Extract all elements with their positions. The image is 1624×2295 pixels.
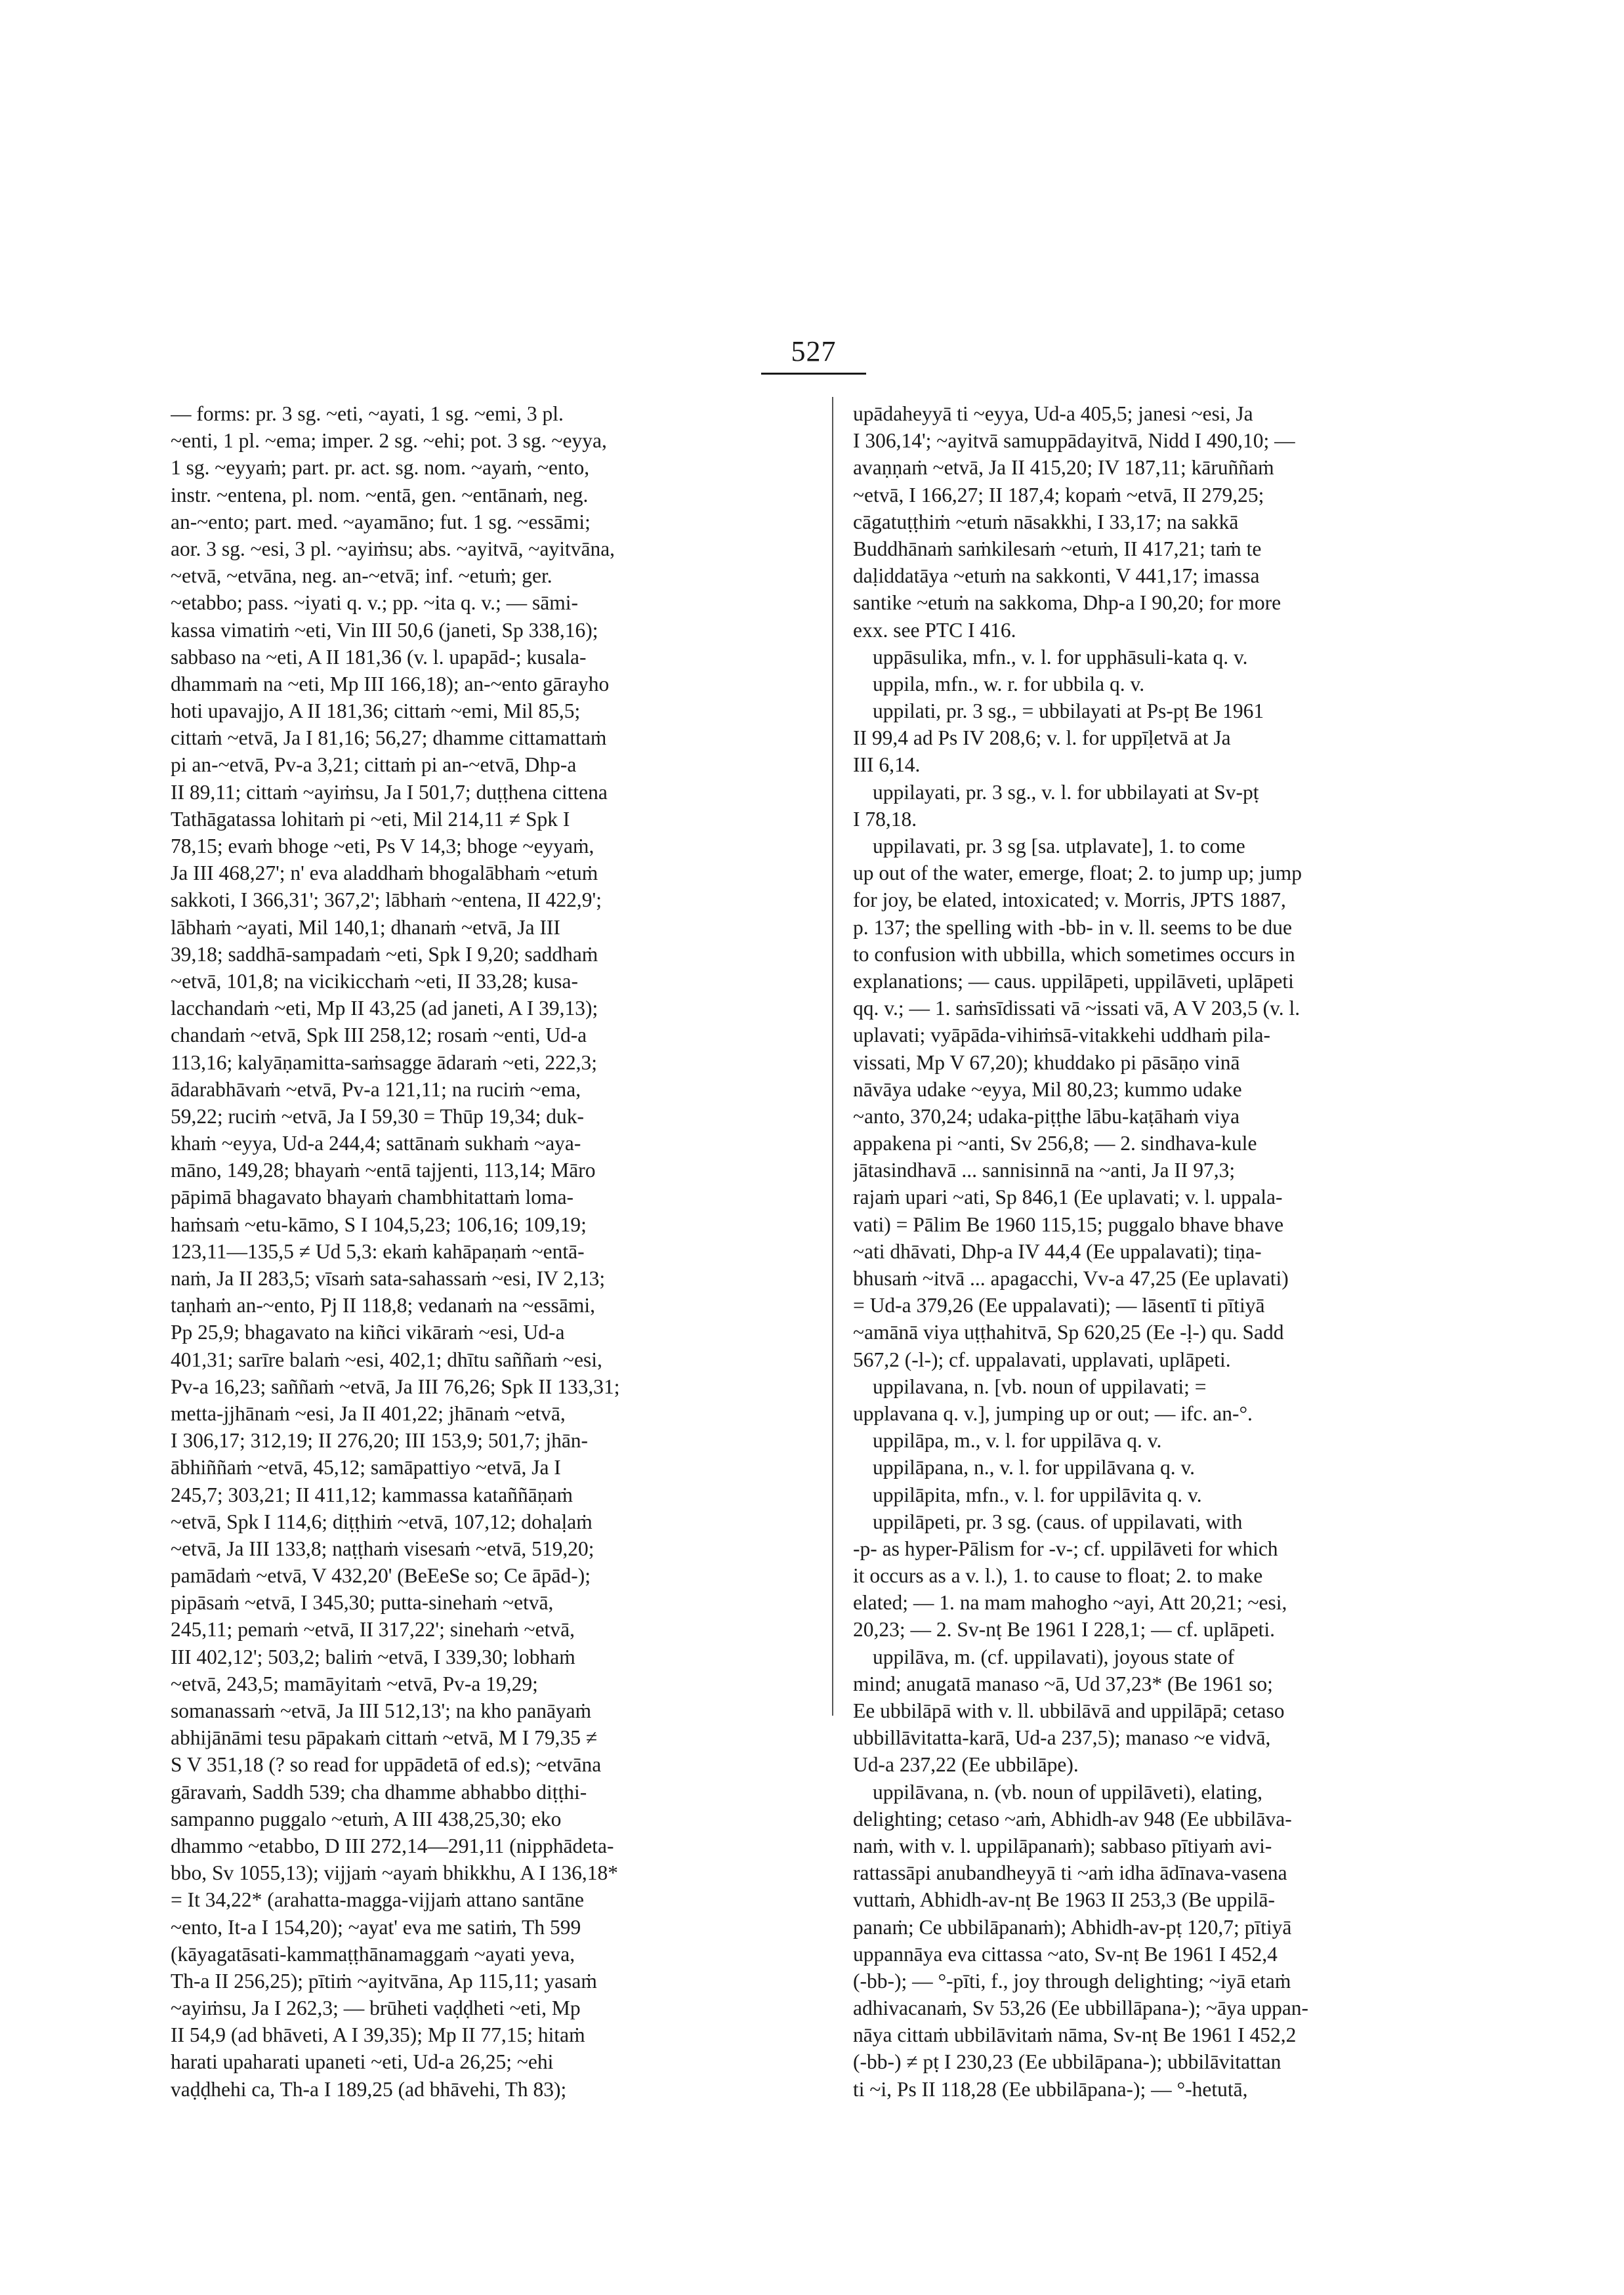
text-line: Ja III 468,27'; n' eva aladdhaṁ bhogalābhaṁ ~etuṁ [171, 861, 598, 885]
text-line: an-~ento; part. med. ~ayamāno; fut. 1 sg. ~essāmi; [171, 510, 591, 533]
text-line: uppilāpita, mfn., v. l. for uppilāvita q. v. [873, 1483, 1202, 1506]
text-line: 245,11; pemaṁ ~etvā, II 317,22'; sinehaṁ ~etvā, [171, 1618, 575, 1642]
text-line: Ud-a 237,22 (Ee ubbilāpe). [853, 1753, 1079, 1777]
text-line: aor. 3 sg. ~esi, 3 pl. ~ayiṁsu; abs. ~ayitvā, ~ayitvāna, [171, 537, 615, 560]
text-line: uppāsulika, mfn., v. l. for upphāsuli-kata q. v. [873, 645, 1248, 669]
text-line: pi an-~etvā, Pv-a 3,21; cittaṁ pi an-~etvā, Dhp-a [171, 753, 577, 777]
text-line: pipāsaṁ ~etvā, I 345,30; putta-sinehaṁ ~etvā, [171, 1591, 554, 1615]
text-line: khaṁ ~eyya, Ud-a 244,4; sattānaṁ sukhaṁ ~aya- [171, 1132, 581, 1155]
text-line: uppannāya eva cittassa ~ato, Sv-nṭ Be 1961 I 452,4 [853, 1942, 1278, 1966]
text-line: instr. ~entena, pl. nom. ~entā, gen. ~entānaṁ, neg. [171, 483, 589, 507]
text-line: ~etvā, 243,5; mamāyitaṁ ~etvā, Pv-a 19,29; [171, 1672, 538, 1695]
text-line: jātasindhavā ... sannisinnā na ~anti, Ja II 97,3; [853, 1159, 1236, 1182]
text-line: vati) = Pālim Be 1960 115,15; puggalo bhave bhave [853, 1212, 1284, 1236]
text-line: 20,23; — 2. Sv-nṭ Be 1961 I 228,1; — cf. uplāpeti. [853, 1618, 1276, 1642]
text-line: (kāyagatāsati-kammaṭṭhānamaggaṁ ~ayati yeva, [171, 1942, 575, 1966]
text-line: exx. see PTC I 416. [853, 618, 1016, 642]
text-line: Pv-a 16,23; saññaṁ ~etvā, Ja III 76,26; Spk II 133,31; [171, 1375, 620, 1398]
text-line: 401,31; sarīre balaṁ ~esi, 402,1; dhītu saññaṁ ~esi, [171, 1348, 602, 1371]
text-line: naṁ, Ja II 283,5; vīsaṁ sata-sahassaṁ ~esi, IV 2,13; [171, 1267, 606, 1290]
text-line: = It 34,22* (arahatta-magga-vijjaṁ attano santāne [171, 1888, 585, 1912]
text-line: II 99,4 ad Ps IV 208,6; v. l. for uppīḷetvā at Ja [853, 726, 1231, 750]
text-line: taṇhaṁ an-~ento, Pj II 118,8; vedanaṁ na ~essāmi, [171, 1294, 595, 1317]
text-line: ~etvā, I 166,27; II 187,4; kopaṁ ~etvā, II 279,25; [853, 483, 1264, 507]
text-line: sampanno puggalo ~etuṁ, A III 438,25,30; eko [171, 1807, 562, 1830]
text-line: metta-jjhānaṁ ~esi, Ja II 401,22; jhānaṁ ~etvā, [171, 1401, 566, 1425]
text-line: p. 137; the spelling with -bb- in v. ll. seems to be due [853, 915, 1292, 939]
text-line: māno, 149,28; bhayaṁ ~entā tajjenti, 113,14; Māro [171, 1159, 596, 1182]
text-line: I 78,18. [853, 807, 917, 831]
text-line: I 306,17; 312,19; II 276,20; III 153,9; 501,7; jhān- [171, 1429, 589, 1453]
text-line: lacchandaṁ ~eti, Mp II 43,25 (ad janeti, A I 39,13); [171, 997, 598, 1020]
text-line: sakkoti, I 366,31'; 367,2'; lābhaṁ ~entena, II 422,9'; [171, 888, 602, 912]
text-line: uppila, mfn., w. r. for ubbila q. v. [873, 672, 1145, 695]
text-line: up out of the water, emerge, float; 2. to jump up; jump [853, 861, 1302, 885]
text-line: bbo, Sv 1055,13); vijjaṁ ~ayaṁ bhikkhu, A I 136,18* [171, 1861, 619, 1885]
text-line: 1 sg. ~eyyaṁ; part. pr. act. sg. nom. ~ayaṁ, ~ento, [171, 456, 590, 480]
text-line: ~etvā, Ja III 133,8; naṭṭhaṁ visesaṁ ~etvā, 519,20; [171, 1537, 594, 1560]
text-line: 123,11—135,5 ≠ Ud 5,3: ekaṁ kahāpaṇaṁ ~entā- [171, 1239, 585, 1263]
text-line: delighting; cetaso ~aṁ, Abhidh-av 948 (Ee ubbilāva- [853, 1807, 1292, 1830]
text-line: 567,2 (-l-); cf. uppalavati, upplavati, uplāpeti. [853, 1348, 1231, 1371]
text-line: naṁ, with v. l. uppilāpanaṁ); sabbaso pītiyaṁ avi- [853, 1834, 1272, 1857]
text-line: Buddhānaṁ saṁkilesaṁ ~etuṁ, II 417,21; taṁ te [853, 537, 1262, 560]
text-line: cāgatuṭṭhiṁ ~etuṁ nāsakkhi, I 33,17; na sakkā [853, 510, 1239, 533]
text-line: pamādaṁ ~etvā, V 432,20' (BeEeSe so; Ce āpād-); [171, 1564, 591, 1588]
text-line: 78,15; evaṁ bhoge ~eti, Ps V 14,3; bhoge ~eyyaṁ, [171, 835, 594, 858]
text-line: uppilāpa, m., v. l. for uppilāva q. v. [873, 1429, 1162, 1453]
text-line: uppilavati, pr. 3 sg [sa. utplavate], 1. to come [873, 835, 1245, 858]
text-line: ~ati dhāvati, Dhp-a IV 44,4 (Ee uppalavati); tiṇa- [853, 1239, 1262, 1263]
text-line: rattassāpi anubandheyyā ti ~aṁ idha ādīnava-vasena [853, 1861, 1287, 1885]
text-line: uppilayati, pr. 3 sg., v. l. for ubbilayati at Sv-pṭ [873, 780, 1259, 804]
text-line: chandaṁ ~etvā, Spk III 258,12; rosaṁ ~enti, Ud-a [171, 1023, 587, 1047]
text-line: ~amānā viya uṭṭhahitvā, Sp 620,25 (Ee -ḷ-) qu. Sadd [853, 1321, 1284, 1344]
right-column [853, 400, 1509, 2103]
column-divider [832, 397, 833, 1716]
text-line: ~anto, 370,24; udaka-piṭṭhe lābu-kaṭāhaṁ viya [853, 1104, 1240, 1128]
text-line: Th-a II 256,25); pītiṁ ~ayitvāna, Ap 115,11; yasaṁ [171, 1969, 597, 1993]
text-line: panaṁ; Ce ubbilāpanaṁ); Abhidh-av-pṭ 120,7; pītiyā [853, 1915, 1292, 1939]
text-line: adhivacanaṁ, Sv 53,26 (Ee ubbillāpana-); ~āya uppan- [853, 1996, 1309, 2020]
text-line: qq. v.; — 1. saṁsīdissati vā ~issati vā, A V 203,5 (v. l. [853, 997, 1301, 1020]
text-line: somanassaṁ ~etvā, Ja III 512,13'; na kho panāyaṁ [171, 1699, 592, 1722]
text-line: uppilavana, n. [vb. noun of uppilavati; = [873, 1375, 1207, 1398]
text-line: cittaṁ ~etvā, Ja I 81,16; 56,27; dhamme cittamattaṁ [171, 726, 607, 750]
text-line: sabbaso na ~eti, A II 181,36 (v. l. upapād-; kusala- [171, 645, 587, 669]
text-line: gāravaṁ, Saddh 539; cha dhamme abhabbo diṭṭhi- [171, 1780, 587, 1804]
text-line: — forms: pr. 3 sg. ~eti, ~ayati, 1 sg. ~emi, 3 pl. [171, 402, 564, 425]
text-line: III 402,12'; 503,2; baliṁ ~etvā, I 339,30; lobhaṁ [171, 1645, 575, 1668]
text-line: uppilāvana, n. (vb. noun of uppilāveti), elating, [873, 1780, 1262, 1804]
text-line: III 6,14. [853, 753, 921, 777]
text-line: uppilāpana, n., v. l. for uppilāvana q. v. [873, 1456, 1196, 1479]
text-line: upplavana q. v.], jumping up or out; — ifc. an-°. [853, 1401, 1253, 1425]
text-line: appakena pi ~anti, Sv 256,8; — 2. sindhava-kule [853, 1132, 1257, 1155]
text-line: ādarabhāvaṁ ~etvā, Pv-a 121,11; na ruciṁ ~ema, [171, 1077, 581, 1101]
text-line: dhammaṁ na ~eti, Mp III 166,18); an-~ento gārayho [171, 672, 610, 695]
page-number-rule [761, 373, 866, 375]
text-line: ābhiññaṁ ~etvā, 45,12; samāpattiyo ~etvā, Ja I [171, 1456, 561, 1479]
text-line: haṁsaṁ ~etu-kāmo, S I 104,5,23; 106,16; 109,19; [171, 1212, 587, 1236]
text-line: uppilāpeti, pr. 3 sg. (caus. of uppilavati, with [873, 1510, 1243, 1533]
text-line: vissati, Mp V 67,20); khuddako pi pāsāṇo vinā [853, 1050, 1240, 1074]
text-line: pāpimā bhagavato bhayaṁ chambhitattaṁ loma- [171, 1186, 574, 1209]
text-line: Pp 25,9; bhagavato na kiñci vikāraṁ ~esi, Ud-a [171, 1321, 565, 1344]
text-line: vaḍḍhehi ca, Th-a I 189,25 (ad bhāvehi, Th 83); [171, 2077, 567, 2101]
text-line: harati upaharati upaneti ~eti, Ud-a 26,25; ~ehi [171, 2050, 554, 2074]
text-line: avaṇṇaṁ ~etvā, Ja II 415,20; IV 187,11; kāruññaṁ [853, 456, 1274, 480]
text-line: = Ud-a 379,26 (Ee uppalavati); — lāsentī ti pītiyā [853, 1294, 1265, 1317]
text-line: (-bb-) ≠ pṭ I 230,23 (Ee ubbilāpana-); ubbilāvitattan [853, 2050, 1281, 2074]
text-line: ti ~i, Ps II 118,28 (Ee ubbilāpana-); — °-hetutā, [853, 2077, 1248, 2101]
text-line: ~etvā, Spk I 114,6; diṭṭhiṁ ~etvā, 107,12; dohaḷaṁ [171, 1510, 593, 1533]
text-line: nāvāya udake ~eyya, Mil 80,23; kummo udake [853, 1077, 1242, 1101]
text-line: 245,7; 303,21; II 411,12; kammassa kataññāṇaṁ [171, 1483, 573, 1506]
text-line: dhammo ~etabbo, D III 272,14—291,11 (nipphādeta- [171, 1834, 614, 1857]
text-line: to confusion with ubbilla, which sometimes occurs in [853, 942, 1295, 966]
text-line: Ee ubbilāpā with v. ll. ubbilāvā and uppilāpā; cetaso [853, 1699, 1285, 1722]
text-line: ~etvā, 101,8; na vicikicchaṁ ~eti, II 33,28; kusa- [171, 969, 579, 993]
text-line: (-bb-); — °-pīti, f., joy through delighting; ~iyā etaṁ [853, 1969, 1291, 1993]
text-line: II 54,9 (ad bhāveti, A I 39,35); Mp II 77,15; hitaṁ [171, 2023, 585, 2047]
text-line: ~etabbo; pass. ~iyati q. v.; pp. ~ita q. v.; — sāmi- [171, 591, 578, 615]
text-line: I 306,14'; ~ayitvā samuppādayitvā, Nidd I 490,10; — [853, 429, 1295, 453]
text-line: mind; anugatā manaso ~ā, Ud 37,23* (Be 1961 so; [853, 1672, 1273, 1695]
text-line: rajaṁ upari ~ati, Sp 846,1 (Ee uplavati; v. l. uppala- [853, 1186, 1283, 1209]
left-column [171, 400, 827, 2103]
text-line: it occurs as a v. l.), 1. to cause to float; 2. to make [853, 1564, 1263, 1588]
text-line: for joy, be elated, intoxicated; v. Morris, JPTS 1887, [853, 888, 1286, 912]
text-line: uppilati, pr. 3 sg., = ubbilayati at Ps-pṭ Be 1961 [873, 699, 1264, 723]
text-line: II 89,11; cittaṁ ~ayiṁsu, Ja I 501,7; duṭṭhena cittena [171, 780, 608, 804]
text-line: 39,18; saddhā-sampadaṁ ~eti, Spk I 9,20; saddhaṁ [171, 942, 598, 966]
text-line: 113,16; kalyāṇamitta-saṁsagge ādaraṁ ~eti, 222,3; [171, 1050, 598, 1074]
text-line: uppilāva, m. (cf. uppilavati), joyous state of [873, 1645, 1235, 1668]
text-line: 59,22; ruciṁ ~etvā, Ja I 59,30 = Thūp 19,34; duk- [171, 1104, 585, 1128]
text-line: lābhaṁ ~ayati, Mil 140,1; dhanaṁ ~etvā, Ja III [171, 915, 560, 939]
text-line: ~ento, It-a I 154,20); ~ayat' eva me satiṁ, Th 599 [171, 1915, 581, 1939]
page-number: 527 [791, 335, 837, 367]
text-line: -p- as hyper-Pālism for -v-; cf. uppilāveti for which [853, 1537, 1278, 1560]
text-line: upādaheyyā ti ~eyya, Ud-a 405,5; janesi ~esi, Ja [853, 402, 1253, 425]
text-line: ~enti, 1 pl. ~ema; imper. 2 sg. ~ehi; pot. 3 sg. ~eyya, [171, 429, 607, 453]
text-line: explanations; — caus. uppilāpeti, uppilāveti, uplāpeti [853, 969, 1294, 993]
text-line: nāya cittaṁ ubbilāvitaṁ nāma, Sv-nṭ Be 1961 I 452,2 [853, 2023, 1297, 2047]
text-line: ~etvā, ~etvāna, neg. an-~etvā; inf. ~etuṁ; ger. [171, 564, 552, 588]
text-line: kassa vimatiṁ ~eti, Vin III 50,6 (janeti, Sp 338,16); [171, 618, 598, 642]
text-line: hoti upavajjo, A II 181,36; cittaṁ ~emi, Mil 85,5; [171, 699, 581, 723]
text-line: ~ayiṁsu, Ja I 262,3; — brūheti vaḍḍheti ~eti, Mp [171, 1996, 581, 2020]
text-line: Tathāgatassa lohitaṁ pi ~eti, Mil 214,11 ≠ Spk I [171, 807, 570, 831]
text-line: bhusaṁ ~itvā ... apagacchi, Vv-a 47,25 (Ee uplavati) [853, 1267, 1289, 1290]
text-line: vuttaṁ, Abhidh-av-nṭ Be 1963 II 253,3 (Be uppilā- [853, 1888, 1276, 1912]
text-line: elated; — 1. na mam mahogho ~ayi, Att 20,21; ~esi, [853, 1591, 1287, 1615]
text-line: uplavati; vyāpāda-vihiṁsā-vitakkehi uddhaṁ pila- [853, 1023, 1270, 1047]
text-line: daḷiddatāya ~etuṁ na sakkonti, V 441,17; imassa [853, 564, 1260, 588]
text-line: santike ~etuṁ na sakkoma, Dhp-a I 90,20; for more [853, 591, 1281, 615]
text-line: abhijānāmi tesu pāpakaṁ cittaṁ ~etvā, M I 79,35 ≠ [171, 1726, 598, 1750]
text-line: ubbillāvitatta-karā, Ud-a 237,5); manaso ~e vidvā, [853, 1726, 1271, 1750]
text-line: S V 351,18 (? so read for uppādetā of ed.s); ~etvāna [171, 1753, 602, 1777]
